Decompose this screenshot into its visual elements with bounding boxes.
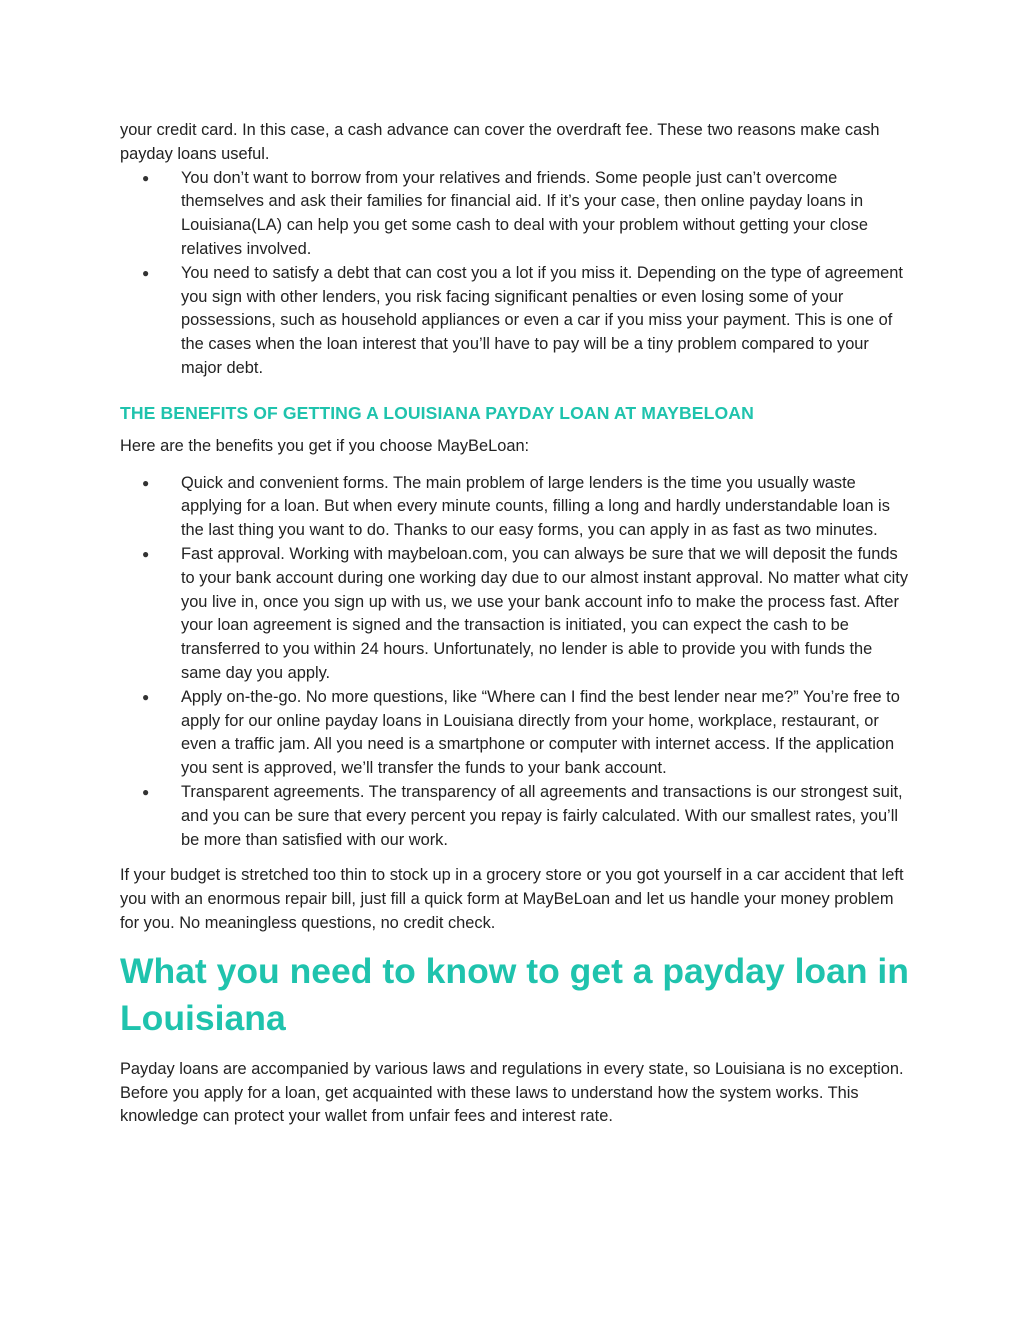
list-item bbox=[120, 167, 910, 262]
continued-list-item: your credit card. In this case, a cash advance can cover the overdraft fee. These two reasons make cash payday loans useful. bbox=[120, 121, 880, 163]
bullet-icon: ● bbox=[142, 546, 150, 561]
list-item-text: Transparent agreements. The transparency of all agreements and transactions is our strongest suit, and you can be sure that every percent you repay is fairly calculated. With our smallest rates, you’ll be more than satisfied with our work. bbox=[181, 782, 903, 849]
bullet-icon: ● bbox=[142, 784, 150, 799]
reasons-list bbox=[120, 167, 910, 381]
list-item-text: You need to satisfy a debt that can cost you a lot if you miss it. Depending on the type of agreement you sign with other lenders, you risk facing significant penalties or even losing some of your possessions, such as household appliances or even a car if you miss your payment. This is one of the cases when the loan interest that you’ll have to pay will be a tiny problem compared to your major debt. bbox=[181, 263, 903, 377]
list-item bbox=[120, 472, 910, 543]
list-item bbox=[120, 686, 910, 781]
list-item bbox=[120, 781, 910, 852]
bullet-icon: ● bbox=[142, 170, 150, 185]
closing-paragraph: If your budget is stretched too thin to stock up in a grocery store or you got yourself in a car accident that left you with an enormous repair bill, just fill a quick form at MayBeLoan and let us handle your money problem for you. No meaningless questions, no credit check. bbox=[120, 866, 904, 932]
list-item-text: Apply on-the-go. No more questions, like “Where can I find the best lender near me?” You’re free to apply for our online payday loans in Louisiana directly from your home, workplace, restaurant, or even a traffic jam. All you need is a smartphone or computer with internet access. If the application you sent is approved, we’ll transfer the funds to your bank account. bbox=[181, 687, 900, 778]
list-item bbox=[120, 262, 910, 381]
list-item-text: You don’t want to borrow from your relatives and friends. Some people just can’t overcome themselves and ask their families for financial aid. If it’s your case, then online payday loans in Louisiana(LA) can help you get some cash to deal with your problem without getting your close relatives involved. bbox=[181, 168, 868, 258]
list-item bbox=[120, 543, 910, 686]
benefits-intro: Here are the benefits you get if you choose MayBeLoan: bbox=[120, 436, 530, 455]
bullet-icon: ● bbox=[142, 475, 150, 490]
section-title: What you need to know to get a payday loan in Louisiana bbox=[120, 950, 909, 1038]
benefits-heading: THE BENEFITS OF GETTING A LOUISIANA PAYDAY LOAN AT MAYBELOAN bbox=[120, 402, 754, 423]
list-item-text: Quick and convenient forms. The main problem of large lenders is the time you usually waste applying for a loan. But when every minute counts, filling a long and hardly understandable loan is the last thing you want to do. Thanks to our easy forms, you can apply in as fast as two minutes. bbox=[181, 473, 890, 540]
document-page bbox=[120, 119, 910, 1129]
list-item-text: Fast approval. Working with maybeloan.com, you can always be sure that we will deposit the funds to your bank account during one working day due to our almost instant approval. No matter what city you live in, once you sign up with us, we use your bank account info to make the process fast. After your loan agreement is signed and the transaction is initiated, you can expect the cash to be transferred to you within 24 hours. Unfortunately, no lender is able to provide you with funds the same day you apply. bbox=[181, 544, 909, 682]
bullet-icon: ● bbox=[142, 689, 150, 704]
bullet-icon: ● bbox=[142, 265, 150, 280]
benefits-list bbox=[120, 472, 910, 853]
section-paragraph: Payday loans are accompanied by various laws and regulations in every state, so Louisiana is no exception. Before you apply for a loan, get acquainted with these laws to understand how the system works. This knowledge can protect your wallet from unfair fees and interest rate. bbox=[120, 1059, 904, 1126]
